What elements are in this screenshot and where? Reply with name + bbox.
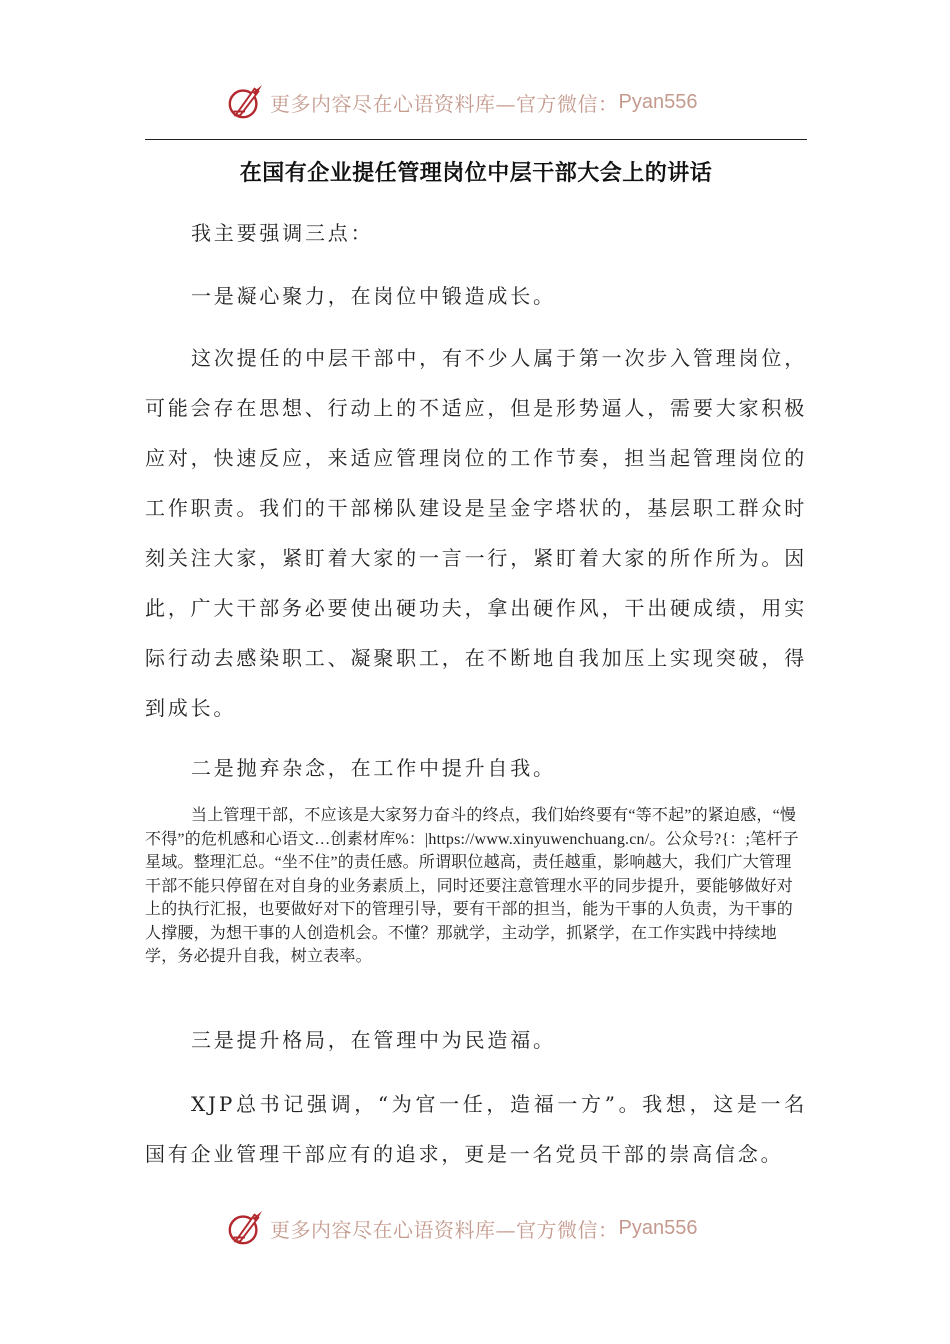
quill-logo-icon: [226, 1209, 264, 1247]
paragraph-point-one: 一是凝心聚力，在岗位中锻造成长。: [191, 284, 556, 308]
paragraph-point-three: 三是提升格局，在管理中为民造福。: [191, 1028, 556, 1052]
paragraph-point-two: 二是抛弃杂念，在工作中提升自我。: [191, 756, 556, 780]
paragraph-body-one: 这次提任的中层干部中，有不少人属于第一次步入管理岗位，可能会存在思想、行动上的不适应，但是形势逼人，需要大家积极应对，快速反应，来适应管理岗位的工作节奏，担当起管理岗位的工作职责。我们的干部梯队建设是呈金字塔状的，基层职工群众时刻关注大家，紧盯着大家的一言一行，紧盯着大家的所作所为。因此，广大干部务必要使出硬功夫，拿出硬作风，干出硬成绩，用实际行动去感染职工、凝聚职工，在不断地自我加压上实现突破，得到成长。: [145, 346, 807, 720]
document-title: 在国有企业提任管理岗位中层干部大会上的讲话: [239, 161, 713, 186]
footer-banner: [226, 1208, 746, 1248]
banner-text: 更多内容尽在心语资料库—官方微信：: [270, 1217, 619, 1242]
banner-contact: Pyan556: [618, 90, 698, 113]
paragraph-intro: 我主要强调三点：: [191, 221, 374, 245]
quill-logo-icon: [226, 83, 264, 121]
header-rule: [145, 139, 807, 140]
paragraph-body-three: XJP总书记强调，“为官一任，造福一方”。我想，这是一名国有企业管理干部应有的追求，更是一名党员干部的崇高信念。: [145, 1092, 807, 1166]
header-banner: [226, 82, 746, 122]
paragraph-body-two: 当上管理干部，不应该是大家努力奋斗的终点，我们始终要有“等不起”的紧迫感，“慢不得”的危机感和心语文…创素材库%：|https://www.xinyuwenchuang.cn/。公众号?{：;笔杆子星域。整理汇总。“坐不住”的责任感。所谓职位越高，责任越重，影响越大，我们广大管理干部不能只停留在对自身的业务素质上，同时还要注意管理水平的同步提升，要能够做好对上的执行汇报，也要做好对下的管理引导，要有干部的担当，能为干事的人负责，为干事的人撑腰，为想干事的人创造机会。不懂？那就学，主动学，抓紧学，在工作实践中持续地学，务必提升自我，树立表率。: [145, 807, 799, 965]
banner-contact: Pyan556: [618, 1216, 698, 1239]
banner-text: 更多内容尽在心语资料库—官方微信：: [270, 91, 619, 116]
